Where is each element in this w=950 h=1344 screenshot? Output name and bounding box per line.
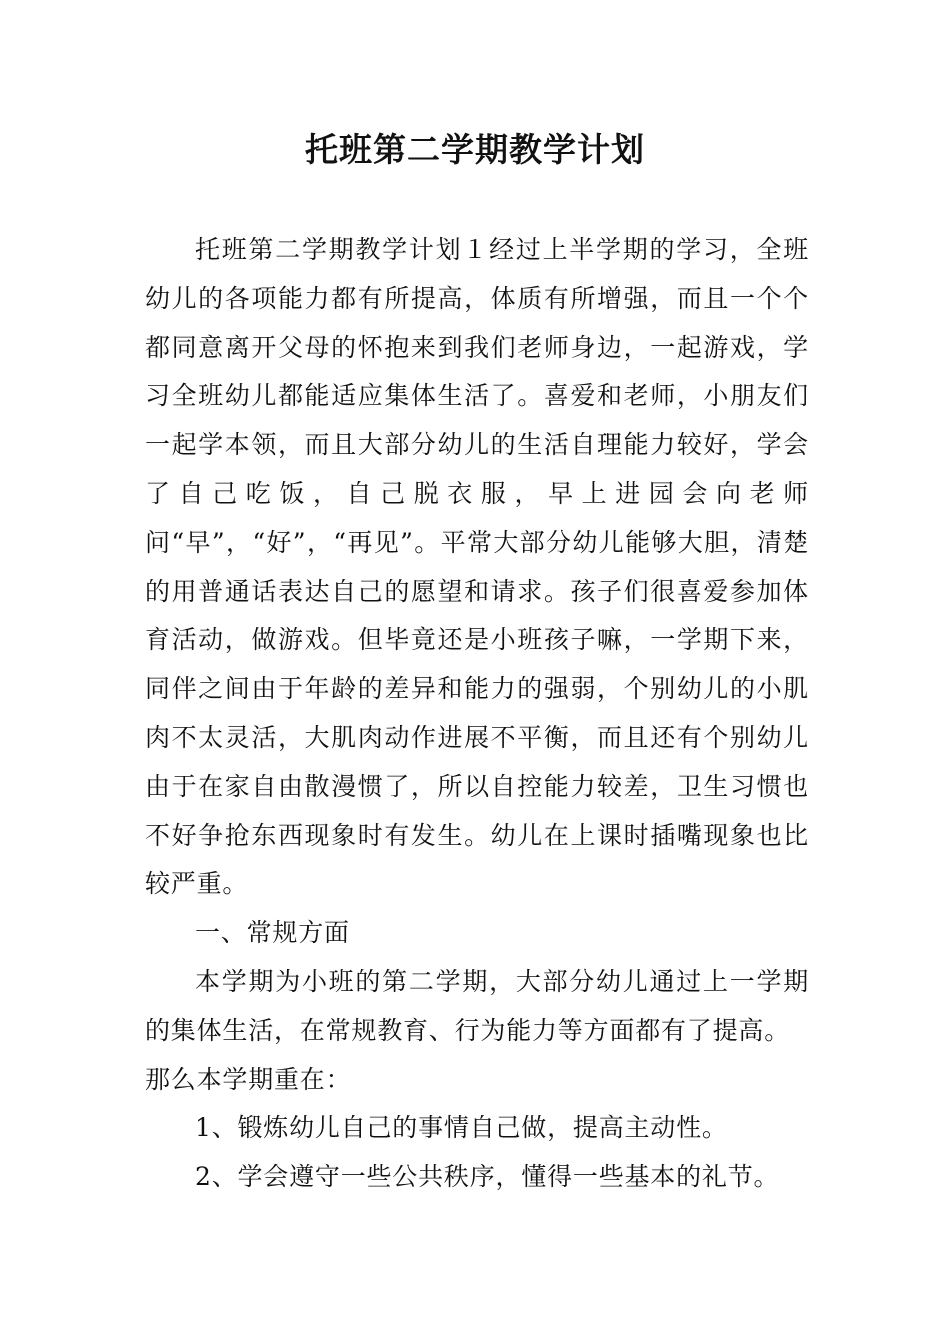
document-body: [145, 226, 809, 1202]
routine-paragraph: 本学期为小班的第二学期，大部分幼儿通过上一学期的集体生活，在常规教育、行为能力等方面都有了提高。: [145, 966, 809, 1045]
routine-focus-lead: 那么本学期重在：: [145, 1064, 352, 1094]
list-item-2: 2、学会遵守一些公共秩序，懂得一些基本的礼节。: [195, 1162, 780, 1192]
list-item-1: 1、锻炼幼儿自己的事情自己做，提高主动性。: [195, 1113, 728, 1143]
intro-paragraph: 托班第二学期教学计划１经过上半学期的学习，全班幼儿的各项能力都有所提高，体质有所增强，而且一个个都同意离开父母的怀抱来到我们老师身边，一起游戏，学习全班幼儿都能适应集体生活了。喜爱和老师，小朋友们一起学本领，而且大部分幼儿的生活自理能力较好，学会了自己吃饭，自己脱衣服，早上进园会向老师问“早”，“好”，“再见”。平常大部分幼儿能够大胆，清楚的用普通话表达自己的愿望和请求。孩子们很喜爱参加体育活动，做游戏。但毕竟还是小班孩子嘛，一学期下来，同伴之间由于年龄的差异和能力的强弱，个别幼儿的小肌肉不太灵活，大肌肉动作进展不平衡，而且还有个别幼儿由于在家自由散漫惯了，所以自控能力较差，卫生习惯也不好争抢东西现象时有发生。幼儿在上课时插嘴现象也比较严重。: [145, 235, 809, 899]
section-heading-routine: 一、常规方面: [195, 918, 350, 948]
document-title: 托班第二学期教学计划: [305, 130, 645, 169]
